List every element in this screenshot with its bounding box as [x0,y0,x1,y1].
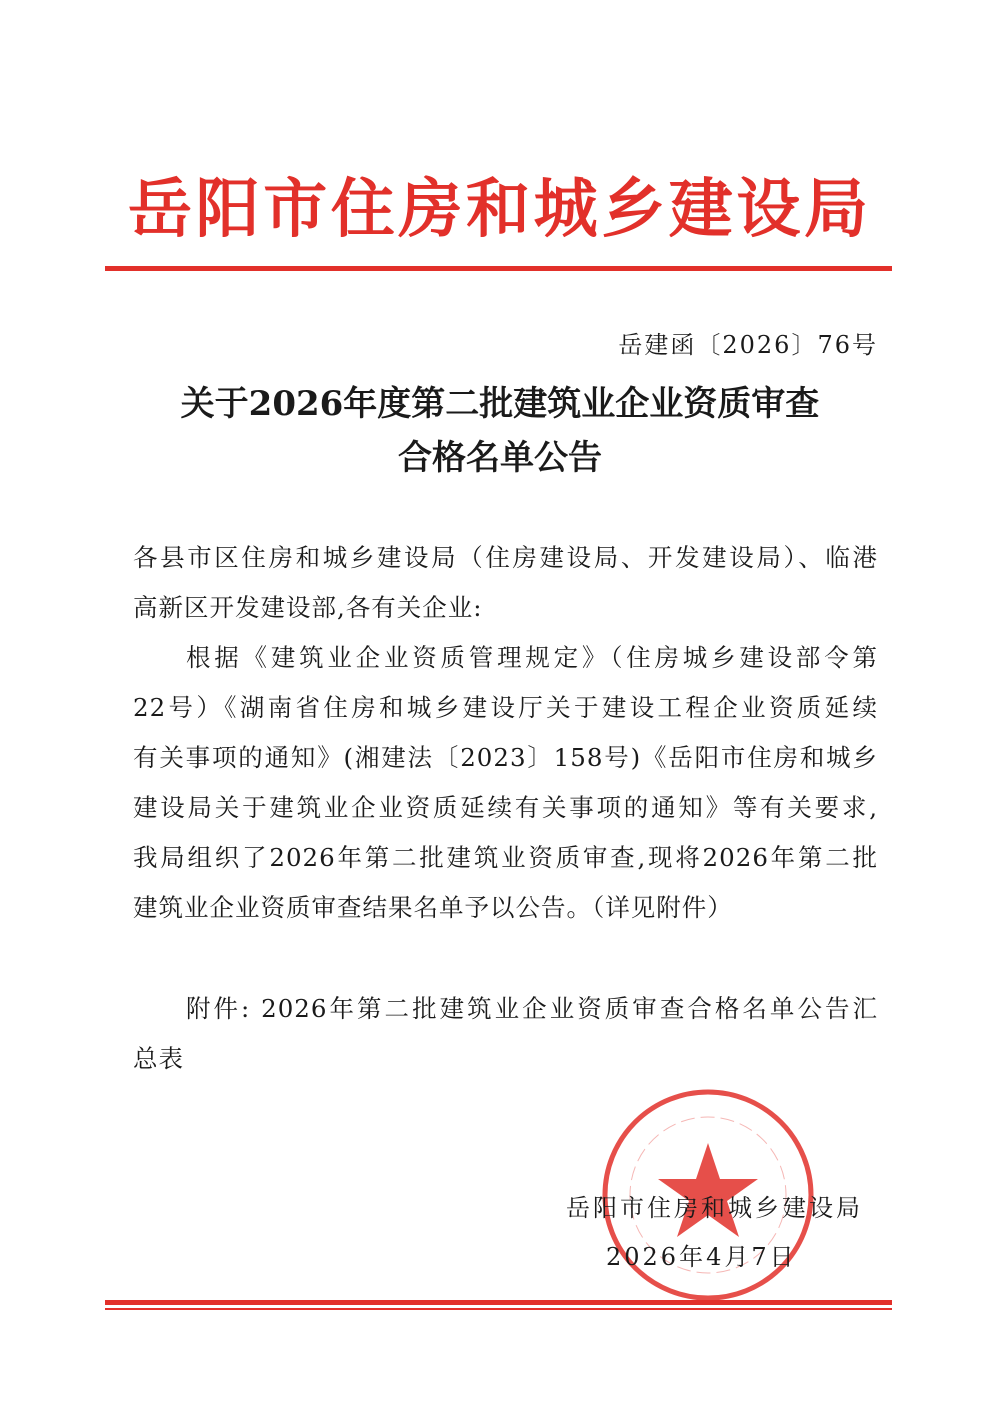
footer-rule-thin [105,1308,892,1310]
masthead-divider [105,266,892,271]
document-title [0,377,1000,485]
title-line-1: 关于2026年度第二批建筑业企业资质审查 [180,384,820,424]
signature-org: 岳阳市住房和城乡建设局 [566,1194,863,1222]
body-line: 建设局关于建筑业企业资质延续有关事项的通知》等有关要求, [133,793,878,822]
body-line: 22号）《湖南省住房和城乡建设厅关于建设工程企业资质延续 [133,693,878,722]
body-line: 各县市区住房和城乡建设局（住房建设局、开发建设局）、临港 [133,543,878,572]
footer-rule [105,1300,892,1305]
body-line: 我局组织了2026年第二批建筑业资质审查,现将2026年第二批 [133,843,878,872]
body-line: 根据《建筑业企业资质管理规定》（住房城乡建设部令第 [186,643,878,672]
attachment-line: 总表 [133,1044,184,1073]
body-line: 建筑业企业资质审查结果名单予以公告。（详见附件） [133,893,733,922]
signature-date: 2026年4月7日 [606,1243,797,1271]
document-number: 岳建函〔2026〕76号 [618,331,878,359]
body-line: 高新区开发建设部,各有关企业: [133,593,483,622]
masthead-title: 岳阳市住房和城乡建设局 [128,173,868,247]
body-line: 有关事项的通知》(湘建法〔2023〕158号)《岳阳市住房和城乡 [133,743,878,772]
attachment-line: 附件: 2026年第二批建筑业企业资质审查合格名单公告汇 [186,994,878,1023]
title-line-2: 合格名单公告 [398,438,602,478]
